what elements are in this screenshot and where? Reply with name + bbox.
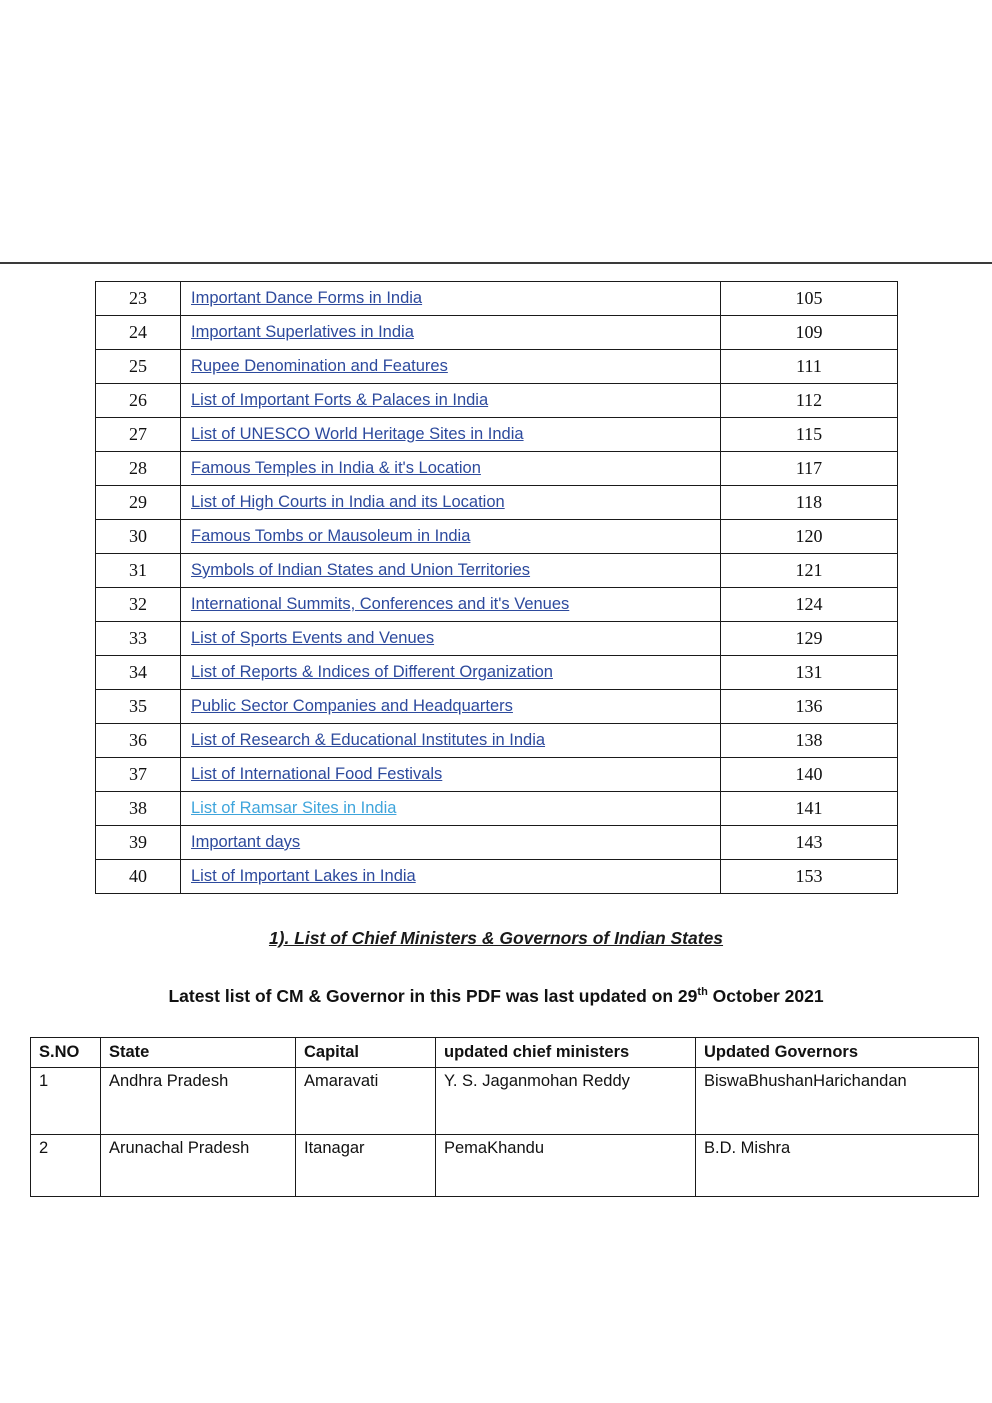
cm-table-header-cell: State xyxy=(101,1038,296,1068)
toc-row-number: 39 xyxy=(96,826,181,860)
toc-page-number: 109 xyxy=(721,316,898,350)
toc-link[interactable]: List of Important Lakes in India xyxy=(191,867,416,885)
toc-row xyxy=(96,758,898,792)
toc-link[interactable]: Public Sector Companies and Headquarters xyxy=(191,697,513,715)
toc-row-number: 33 xyxy=(96,622,181,656)
toc-row xyxy=(96,418,898,452)
cm-table-header-cell: Updated Governors xyxy=(696,1038,979,1068)
cm-table-body xyxy=(31,1068,979,1197)
toc-title-cell xyxy=(181,520,721,554)
last-updated-suffix: October 2021 xyxy=(707,986,824,1006)
toc-link[interactable]: List of Important Forts & Palaces in India xyxy=(191,391,489,409)
toc-page-number: 131 xyxy=(721,656,898,690)
toc-title-cell xyxy=(181,724,721,758)
toc-title-cell xyxy=(181,316,721,350)
toc-link[interactable]: List of UNESCO World Heritage Sites in India xyxy=(191,425,524,443)
toc-page-number: 143 xyxy=(721,826,898,860)
toc-row-number: 40 xyxy=(96,860,181,894)
toc-link[interactable]: List of Reports & Indices of Different Organization xyxy=(191,663,553,681)
toc-page-number: 153 xyxy=(721,860,898,894)
toc-page-number: 105 xyxy=(721,282,898,316)
toc-link[interactable]: Important Dance Forms in India xyxy=(191,289,423,307)
toc-link[interactable]: List of Sports Events and Venues xyxy=(191,629,435,647)
toc-title-cell xyxy=(181,384,721,418)
toc-row-number: 35 xyxy=(96,690,181,724)
toc-link[interactable]: Symbols of Indian States and Union Territories xyxy=(191,561,531,579)
toc-page-number: 124 xyxy=(721,588,898,622)
cm-table-cell: 2 xyxy=(31,1135,101,1197)
section-heading xyxy=(0,928,992,949)
cm-table-cell: 1 xyxy=(31,1068,101,1135)
toc-row xyxy=(96,724,898,758)
cm-table-cell: Arunachal Pradesh xyxy=(101,1135,296,1197)
last-updated-text: Latest list of CM & Governor in this PDF was last updated on 29 xyxy=(168,986,698,1006)
toc-row xyxy=(96,690,898,724)
cm-table-row xyxy=(31,1068,979,1135)
toc-row-number: 26 xyxy=(96,384,181,418)
toc-title-cell xyxy=(181,792,721,826)
toc-title-cell xyxy=(181,282,721,316)
toc-row-number: 27 xyxy=(96,418,181,452)
last-updated-superscript: th xyxy=(697,986,708,999)
toc-row-number: 28 xyxy=(96,452,181,486)
toc-row-number: 34 xyxy=(96,656,181,690)
last-updated-note xyxy=(0,986,992,1007)
toc-row xyxy=(96,656,898,690)
toc-row xyxy=(96,282,898,316)
cm-table-cell: Itanagar xyxy=(296,1135,436,1197)
toc-title-cell xyxy=(181,418,721,452)
toc-page-number: 121 xyxy=(721,554,898,588)
toc-row-number: 37 xyxy=(96,758,181,792)
toc-page-number: 141 xyxy=(721,792,898,826)
toc-link[interactable]: Important Superlatives in India xyxy=(191,323,414,341)
toc-row xyxy=(96,316,898,350)
cm-table-header-row xyxy=(31,1038,979,1068)
cm-table-cell: B.D. Mishra xyxy=(696,1135,979,1197)
toc-row-number: 36 xyxy=(96,724,181,758)
toc-title-cell xyxy=(181,860,721,894)
toc-row xyxy=(96,554,898,588)
cm-table-cell: Y. S. Jaganmohan Reddy xyxy=(436,1068,696,1135)
toc-title-cell xyxy=(181,690,721,724)
toc-link[interactable]: List of High Courts in India and its Location xyxy=(191,493,505,511)
toc-row-number: 23 xyxy=(96,282,181,316)
toc-row xyxy=(96,622,898,656)
toc-page-number: 140 xyxy=(721,758,898,792)
toc-row xyxy=(96,486,898,520)
toc-row-number: 38 xyxy=(96,792,181,826)
toc-row xyxy=(96,350,898,384)
toc-title-cell xyxy=(181,758,721,792)
toc-page-number: 118 xyxy=(721,486,898,520)
toc-table-body xyxy=(96,282,898,894)
toc-title-cell xyxy=(181,826,721,860)
toc-title-cell xyxy=(181,588,721,622)
toc-row xyxy=(96,792,898,826)
toc-row xyxy=(96,826,898,860)
cm-governor-table xyxy=(30,1037,979,1197)
cm-table-cell: BiswaBhushanHarichandan xyxy=(696,1068,979,1135)
cm-table-cell: Andhra Pradesh xyxy=(101,1068,296,1135)
toc-row-number: 29 xyxy=(96,486,181,520)
toc-link[interactable]: List of International Food Festivals xyxy=(191,765,443,783)
toc-title-cell xyxy=(181,452,721,486)
toc-page-number: 115 xyxy=(721,418,898,452)
toc-row-number: 32 xyxy=(96,588,181,622)
toc-link[interactable]: International Summits, Conferences and it's Venues xyxy=(191,595,570,613)
toc-row xyxy=(96,520,898,554)
toc-row-number: 24 xyxy=(96,316,181,350)
toc-page-number: 111 xyxy=(721,350,898,384)
cm-table-cell: PemaKhandu xyxy=(436,1135,696,1197)
cm-table-header-cell: S.NO xyxy=(31,1038,101,1068)
toc-link[interactable]: Famous Tombs or Mausoleum in India xyxy=(191,527,471,545)
toc-row xyxy=(96,588,898,622)
toc-title-cell xyxy=(181,554,721,588)
toc-link[interactable]: Famous Temples in India & it's Location xyxy=(191,459,481,477)
toc-link[interactable]: Important days xyxy=(191,833,301,851)
toc-title-cell xyxy=(181,622,721,656)
toc-link[interactable]: Rupee Denomination and Features xyxy=(191,357,448,375)
toc-link[interactable]: List of Ramsar Sites in India xyxy=(191,799,397,817)
cm-table-header-cell: Capital xyxy=(296,1038,436,1068)
toc-row xyxy=(96,384,898,418)
cm-table-cell: Amaravati xyxy=(296,1068,436,1135)
toc-row-number: 31 xyxy=(96,554,181,588)
toc-page-number: 138 xyxy=(721,724,898,758)
toc-row-number: 30 xyxy=(96,520,181,554)
cm-table-header-cell: updated chief ministers xyxy=(436,1038,696,1068)
toc-page-number: 117 xyxy=(721,452,898,486)
toc-page-number: 112 xyxy=(721,384,898,418)
toc-row xyxy=(96,860,898,894)
toc-page-number: 120 xyxy=(721,520,898,554)
toc-title-cell xyxy=(181,486,721,520)
toc-title-cell xyxy=(181,350,721,384)
page-divider-rule xyxy=(0,262,992,264)
toc-title-cell xyxy=(181,656,721,690)
toc-page-number: 129 xyxy=(721,622,898,656)
toc-link[interactable]: List of Research & Educational Institutes in India xyxy=(191,731,546,749)
toc-row-number: 25 xyxy=(96,350,181,384)
toc-row xyxy=(96,452,898,486)
toc-table xyxy=(95,281,898,894)
cm-table-row xyxy=(31,1135,979,1197)
section-heading-text: 1). List of Chief Ministers & Governors of Indian States xyxy=(268,928,724,948)
toc-page-number: 136 xyxy=(721,690,898,724)
